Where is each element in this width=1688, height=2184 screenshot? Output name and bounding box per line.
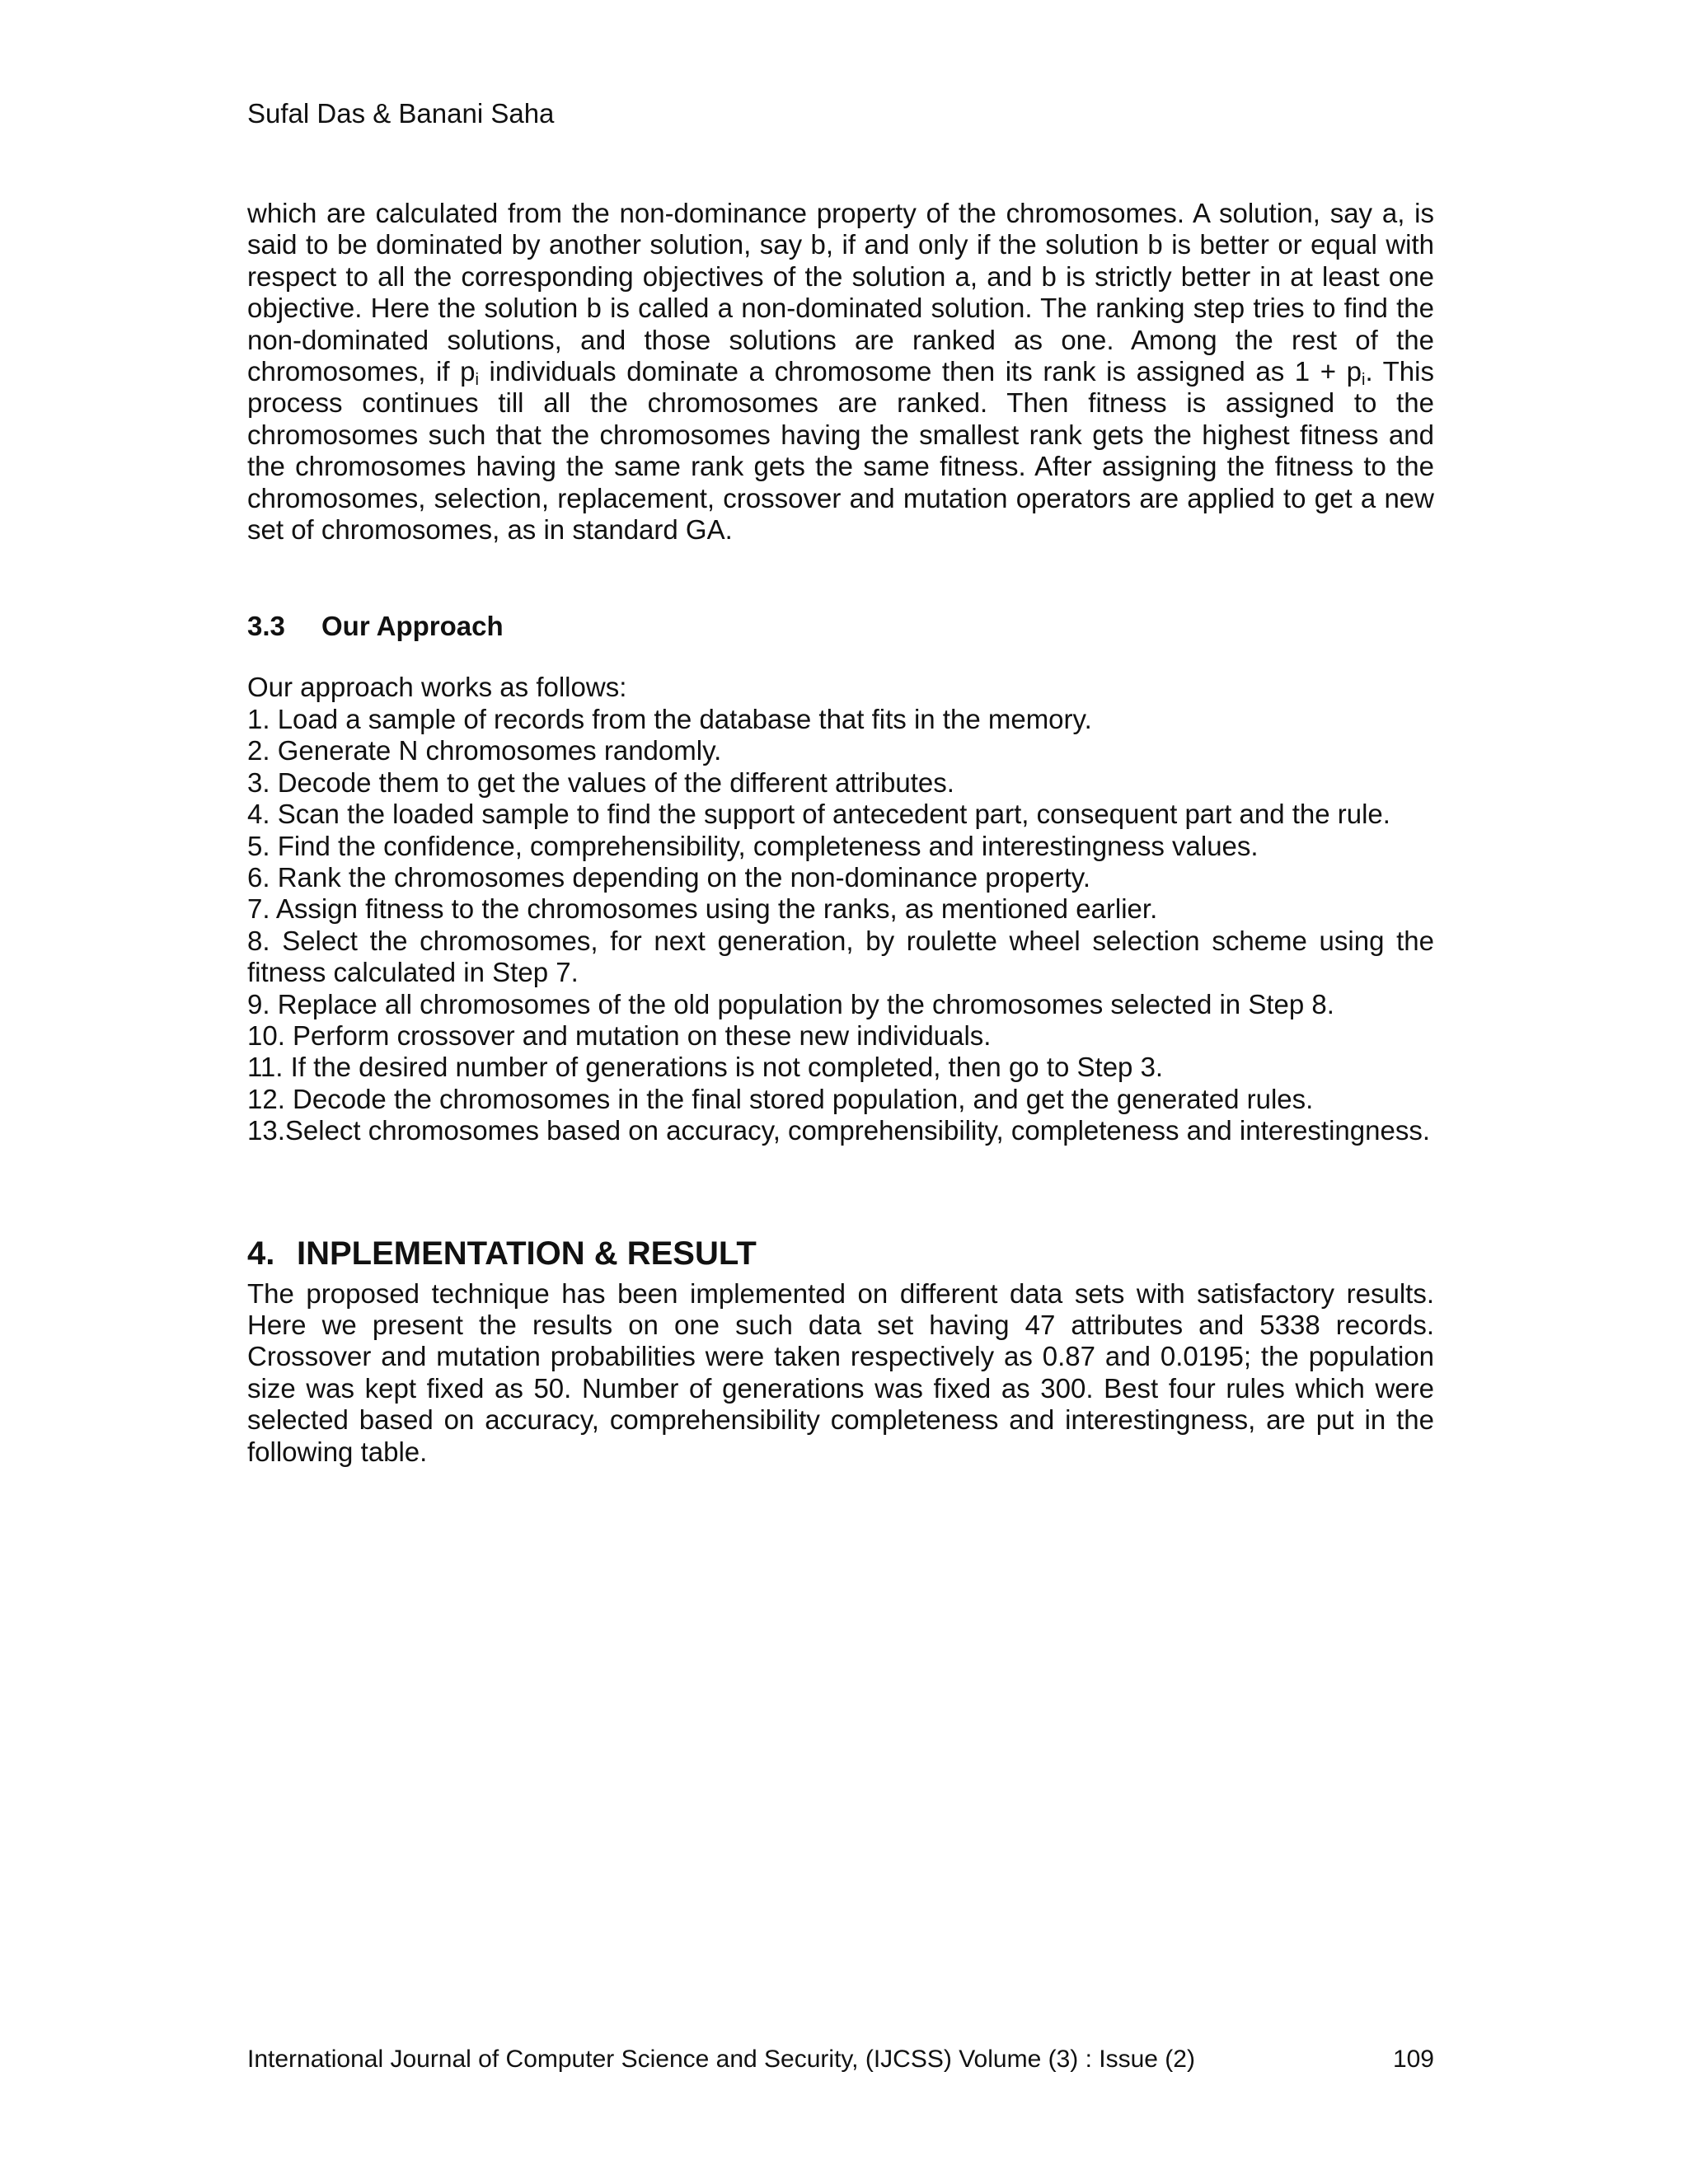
- section-number: 3.3: [247, 611, 285, 642]
- section-heading-implementation: [247, 1234, 1434, 1273]
- paragraph-text-part1: which are calculated from the non-dominance property of the chromosomes. A solution, say a, is said to be dominated by another solution, say b, if and only if the solution b is better or equal with respect to all the corresponding objectives of the solution a, and b is strictly better in at least one objective. Here the solution b is called a non-dominated solution. The ranking step tries to find the non-dominated solutions, and those solutions are ranked as one. Among the rest of the chromosomes, if p: [247, 198, 1434, 387]
- list-item: 13.Select chromosomes based on accuracy, comprehensibility, completeness and interestingness.: [247, 1115, 1431, 1146]
- paragraph-text-part3: . This process continues till all the chromosomes are ranked. Then fitness is assigned to the chromosomes such that the chromosomes having the smallest rank gets the highest fitness and the chromosomes having the same rank gets the same fitness. After assigning the fitness to the chromosomes, selection, replacement, crossover and mutation operators are applied to get a new set of chromosomes, as in standard GA.: [247, 356, 1434, 546]
- list-item: 2. Generate N chromosomes randomly.: [247, 735, 722, 766]
- paragraph-results: The proposed technique has been implemented on different data sets with satisfactory results. Here we present the results on one such data set having 47 attributes and 5338 records. Crossover and mutation probabilities were taken respectively as 0.87 and 0.0195; the population size was kept fixed as 50. Number of generations was fixed as 300. Best four rules which were selected based on accuracy, comprehensibility completeness and interestingness, are put in the following table.: [247, 1277, 1434, 1467]
- list-item: 11. If the desired number of generations is not completed, then go to Step 3.: [247, 1052, 1164, 1083]
- list-item: 10. Perform crossover and mutation on these new individuals.: [247, 1019, 992, 1051]
- list-item: 8. Select the chromosomes, for next generation, by roulette wheel selection scheme using the fitness calculated in Step 7.: [247, 925, 1434, 988]
- section-heading-our-approach: [247, 610, 1434, 643]
- section-title: Our Approach: [321, 611, 504, 642]
- list-item: 12. Decode the chromosomes in the final stored population, and get the generated rules.: [247, 1083, 1314, 1114]
- footer-journal: International Journal of Computer Science and Security, (IJCSS) Volume (3) : Issue (2): [247, 2046, 1195, 2073]
- subscript-i: i: [1362, 371, 1366, 390]
- section-title: INPLEMENTATION & RESULT: [297, 1235, 757, 1272]
- list-item: 4. Scan the loaded sample to find the support of antecedent part, consequent part and the rule.: [247, 799, 1390, 830]
- page-footer: [247, 2044, 1434, 2075]
- running-head-authors: Sufal Das & Banani Saha: [247, 98, 555, 129]
- list-item: 5. Find the confidence, comprehensibility, completeness and interestingness values.: [247, 830, 1259, 861]
- list-item: 7. Assign fitness to the chromosomes using the ranks, as mentioned earlier.: [247, 893, 1158, 925]
- list-item: 6. Rank the chromosomes depending on the non-dominance property.: [247, 861, 1091, 893]
- approach-intro: Our approach works as follows:: [247, 672, 627, 703]
- list-item: 3. Decode them to get the values of the different attributes.: [247, 766, 954, 798]
- subscript-i: i: [475, 371, 479, 390]
- page-body: [247, 198, 1434, 1468]
- list-item: 1. Load a sample of records from the database that fits in the memory.: [247, 703, 1092, 734]
- approach-steps-list: [247, 704, 1434, 1147]
- paragraph-non-dominance: [247, 198, 1434, 546]
- section-number: 4.: [247, 1235, 275, 1272]
- paragraph-text-part2: individuals dominate a chromosome then its rank is assigned as 1 + p: [478, 356, 1362, 387]
- list-item: 9. Replace all chromosomes of the old population by the chromosomes selected in Step 8.: [247, 988, 1334, 1019]
- page-number: 109: [1392, 2046, 1434, 2073]
